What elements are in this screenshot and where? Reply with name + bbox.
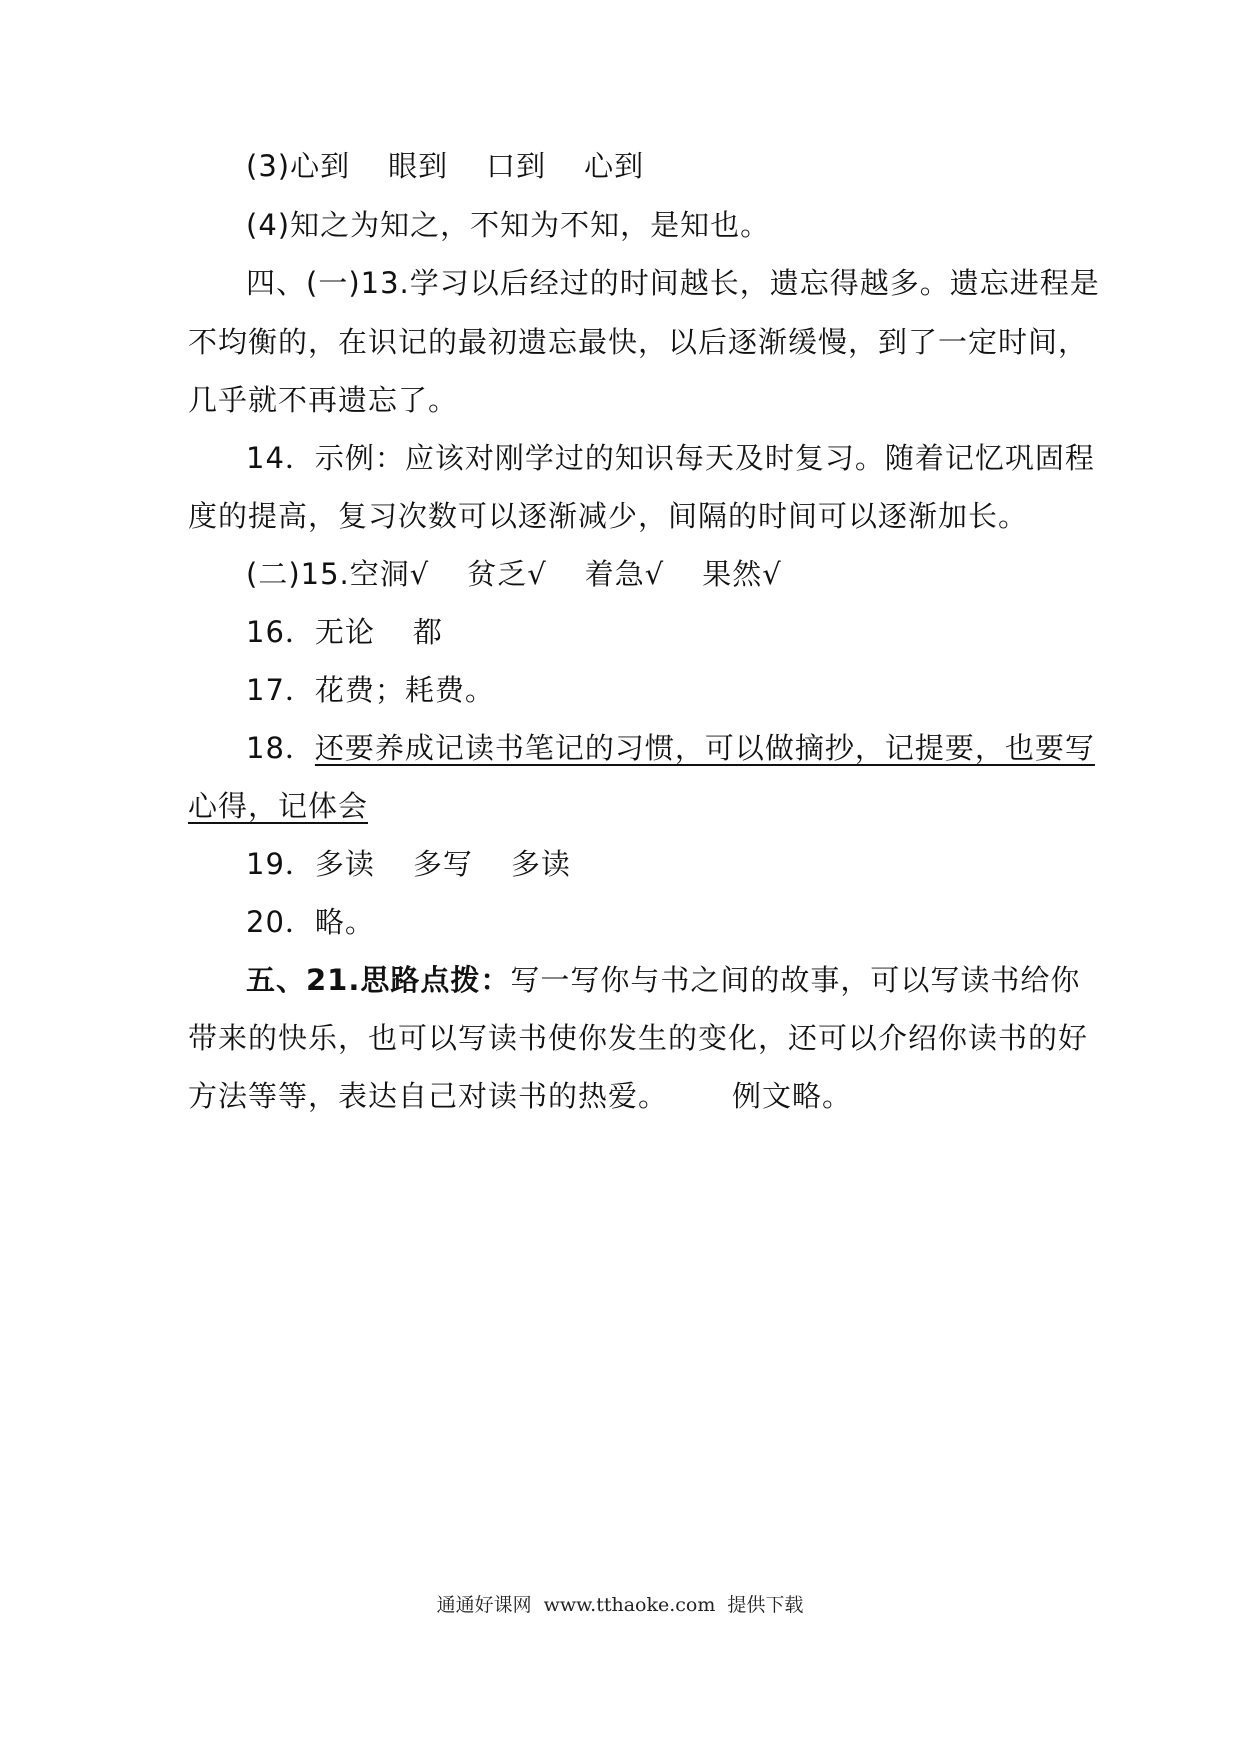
footer-site-name: 通通好课网	[436, 1594, 532, 1616]
question-21-line-2: 带来的快乐，也可以写读书使你发生的变化，还可以介绍你读书的好	[188, 1021, 1089, 1055]
answer-3-word-4: 心到	[584, 149, 645, 183]
question-16-label: 16．无论	[246, 615, 375, 649]
question-19	[246, 844, 571, 884]
question-21-line-3-text: 方法等等，表达自己对读书的热爱。	[188, 1079, 669, 1113]
question-17: 17．花费；耗费。	[246, 673, 495, 707]
question-18-line-2	[188, 786, 368, 826]
answer-3-word-2: 眼到	[388, 149, 449, 183]
question-21-line-3	[188, 1076, 852, 1116]
footer-suffix: 提供下载	[727, 1594, 804, 1616]
question-15-word-4: 果然√	[702, 557, 782, 591]
question-18-underlined-text-1: 还要养成记读书笔记的习惯，可以做摘抄，记提要，也要写	[314, 731, 1095, 765]
answer-3	[246, 146, 644, 186]
question-21-lead: 五、21.思路点拨：	[246, 963, 511, 997]
answer-3-word-3: 口到	[486, 149, 547, 183]
question-15-label: (二)15.空洞√	[246, 557, 430, 591]
question-18-number: 18．	[246, 731, 315, 765]
question-16-word-2: 都	[412, 615, 443, 649]
question-15	[246, 554, 782, 594]
question-15-word-2: 贫乏√	[467, 557, 547, 591]
question-14-line-1: 14．示例：应该对刚学过的知识每天及时复习。随着记忆巩固程	[246, 441, 1095, 475]
question-13-line-2: 不均衡的，在识记的最初遗忘最快，以后逐渐缓慢，到了一定时间，	[188, 325, 1089, 359]
answer-3-label: (3)心到	[246, 149, 351, 183]
footer-url[interactable]: www.tthaoke.com	[543, 1594, 716, 1616]
question-21-note: 例文略。	[732, 1079, 853, 1113]
question-19-label: 19．多读	[246, 847, 375, 881]
question-18-line-1	[246, 728, 1095, 768]
question-21-line-1	[246, 960, 1080, 1000]
question-20: 20．略。	[246, 905, 375, 939]
question-19-word-2: 多写	[412, 847, 473, 881]
question-16	[246, 612, 443, 652]
question-19-word-3: 多读	[510, 847, 571, 881]
question-13-line-3: 几乎就不再遗忘了。	[188, 383, 459, 417]
answer-4: (4)知之为知之，不知为不知，是知也。	[246, 208, 771, 242]
question-18-underlined-text-2: 心得，记体会	[188, 789, 369, 823]
question-13-line-1: 四、(一)13.学习以后经过的时间越长，遗忘得越多。遗忘进程是	[246, 266, 1100, 300]
question-15-word-3: 着急√	[584, 557, 665, 591]
question-21-line-1-text: 写一写你与书之间的故事，可以写读书给你	[510, 963, 1081, 997]
question-14-line-2: 度的提高，复习次数可以逐渐减少，间隔的时间可以逐渐加长。	[188, 499, 1029, 533]
page-footer	[0, 1592, 1240, 1618]
